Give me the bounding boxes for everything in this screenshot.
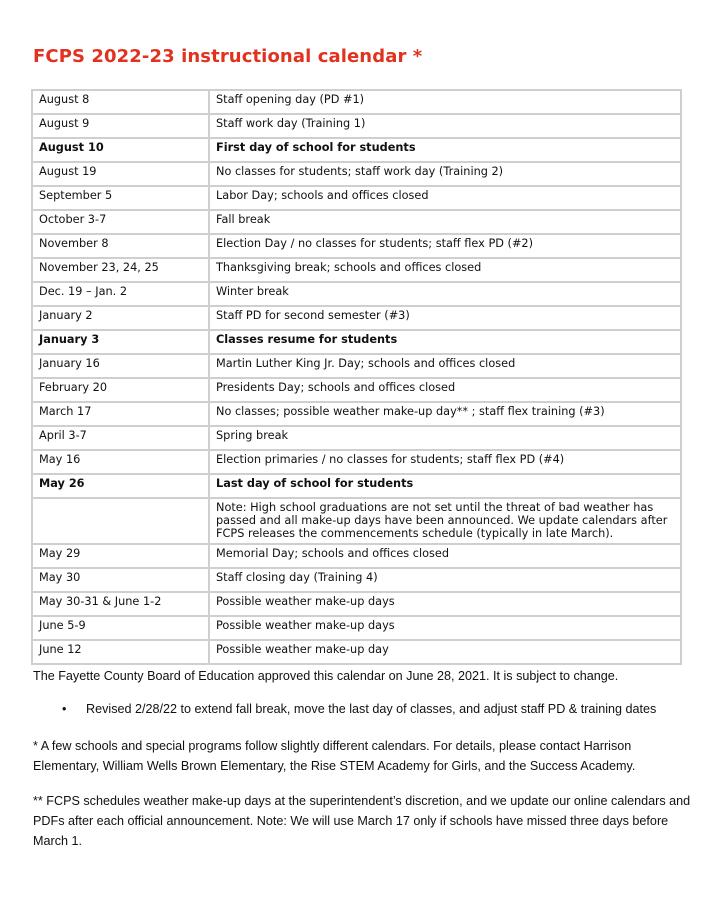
page-title: FCPS 2022-23 instructional calendar *: [33, 46, 423, 67]
date-cell: October 3-7: [32, 210, 209, 234]
table-row: [32, 426, 681, 450]
date-cell: January 16: [32, 354, 209, 378]
table-row: [32, 282, 681, 306]
table-row: [32, 234, 681, 258]
date-cell: June 5-9: [32, 616, 209, 640]
date-cell: May 30-31 & June 1-2: [32, 592, 209, 616]
footnote-makeup-days: ** FCPS schedules weather make-up days at the superintendent’s discretion, and we update our online calendars and PDFs after each official announcement. Note: We will use March 17 only if schools have missed three days before March 1.: [33, 794, 691, 848]
date-cell: May 30: [32, 568, 209, 592]
event-cell: Staff opening day (PD #1): [209, 90, 681, 114]
event-cell: Election Day / no classes for students; staff flex PD (#2): [209, 234, 681, 258]
table-row: [32, 640, 681, 664]
date-cell: February 20: [32, 378, 209, 402]
table-row: [32, 330, 681, 354]
event-cell: Last day of school for students: [209, 474, 681, 498]
date-cell: August 9: [32, 114, 209, 138]
table-row: [32, 258, 681, 282]
date-cell: [32, 498, 209, 544]
date-cell: April 3-7: [32, 426, 209, 450]
table-row: [32, 592, 681, 616]
date-cell: May 29: [32, 544, 209, 568]
event-cell: Presidents Day; schools and offices closed: [209, 378, 681, 402]
table-row: [32, 402, 681, 426]
event-cell: Martin Luther King Jr. Day; schools and offices closed: [209, 354, 681, 378]
event-cell: First day of school for students: [209, 138, 681, 162]
table-row: [32, 306, 681, 330]
event-cell: Fall break: [209, 210, 681, 234]
note-cell: Note: High school graduations are not set until the threat of bad weather has passed and all make-up days have been announced. We update calendars after FCPS releases the commencements schedule (typically in late March).: [209, 498, 681, 544]
footnote-schools: * A few schools and special programs follow slightly different calendars. For details, please contact Harrison Elementary, William Wells Brown Elementary, the Rise STEM Academy for Girls, and the Success Academy.: [33, 739, 636, 773]
event-cell: Classes resume for students: [209, 330, 681, 354]
event-cell: Winter break: [209, 282, 681, 306]
date-cell: November 8: [32, 234, 209, 258]
event-cell: No classes for students; staff work day (Training 2): [209, 162, 681, 186]
table-row: [32, 616, 681, 640]
event-cell: Thanksgiving break; schools and offices closed: [209, 258, 681, 282]
date-cell: June 12: [32, 640, 209, 664]
table-row: [32, 90, 681, 114]
event-cell: Possible weather make-up days: [209, 592, 681, 616]
table-row: [32, 568, 681, 592]
date-cell: August 8: [32, 90, 209, 114]
date-cell: August 10: [32, 138, 209, 162]
revision-text: Revised 2/28/22 to extend fall break, move the last day of classes, and adjust staff PD & training dates: [86, 702, 657, 716]
event-cell: Staff PD for second semester (#3): [209, 306, 681, 330]
event-cell: Memorial Day; schools and offices closed: [209, 544, 681, 568]
bullet-icon: •: [62, 702, 67, 716]
event-cell: Staff work day (Training 1): [209, 114, 681, 138]
table-row: [32, 544, 681, 568]
event-cell: Election primaries / no classes for students; staff flex PD (#4): [209, 450, 681, 474]
table-row: [32, 474, 681, 498]
calendar-table-body: [32, 90, 681, 664]
date-cell: January 3: [32, 330, 209, 354]
table-row: [32, 354, 681, 378]
date-cell: Dec. 19 – Jan. 2: [32, 282, 209, 306]
event-cell: Staff closing day (Training 4): [209, 568, 681, 592]
calendar-table: [31, 89, 682, 665]
date-cell: March 17: [32, 402, 209, 426]
date-cell: August 19: [32, 162, 209, 186]
table-row: [32, 210, 681, 234]
table-row: [32, 162, 681, 186]
event-cell: Possible weather make-up days: [209, 616, 681, 640]
table-row: [32, 498, 681, 544]
table-row: [32, 186, 681, 210]
table-row: [32, 138, 681, 162]
date-cell: November 23, 24, 25: [32, 258, 209, 282]
date-cell: September 5: [32, 186, 209, 210]
date-cell: May 26: [32, 474, 209, 498]
date-cell: May 16: [32, 450, 209, 474]
date-cell: January 2: [32, 306, 209, 330]
table-row: [32, 114, 681, 138]
event-cell: Labor Day; schools and offices closed: [209, 186, 681, 210]
approval-text: The Fayette County Board of Education approved this calendar on June 28, 2021. It is subject to change.: [33, 669, 619, 683]
event-cell: Spring break: [209, 426, 681, 450]
table-row: [32, 378, 681, 402]
event-cell: Possible weather make-up day: [209, 640, 681, 664]
table-row: [32, 450, 681, 474]
event-cell: No classes; possible weather make-up day** ; staff flex training (#3): [209, 402, 681, 426]
